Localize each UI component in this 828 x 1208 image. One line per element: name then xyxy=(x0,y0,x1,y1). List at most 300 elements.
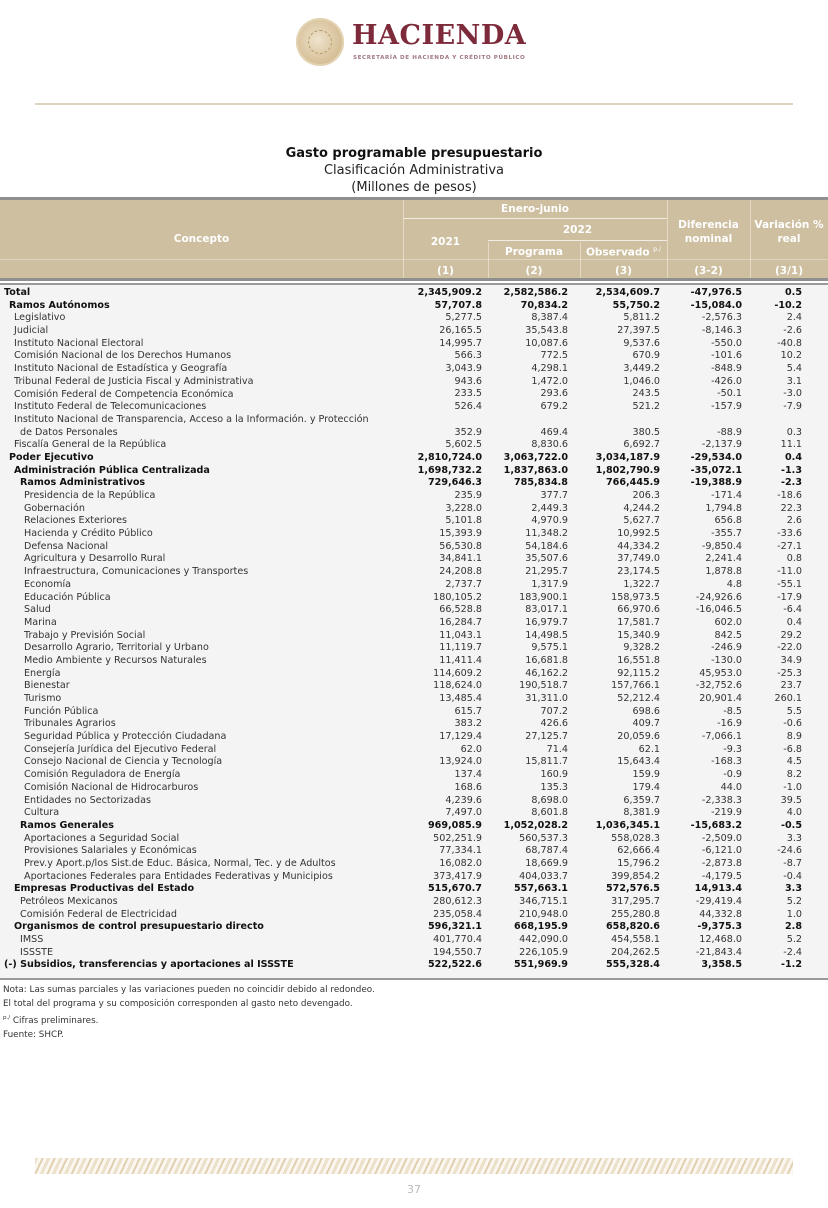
value-variacion: 0.4 xyxy=(786,616,802,628)
value-2021: 502,251.9 xyxy=(433,832,482,844)
table-row xyxy=(0,883,828,896)
value-variacion: 39.5 xyxy=(780,794,802,806)
value-programa: 190,518.7 xyxy=(519,680,568,692)
value-variacion: 3.3 xyxy=(786,832,802,844)
value-2021: 233.5 xyxy=(454,388,482,400)
row-concepto: Aportaciones a Seguridad Social xyxy=(24,832,180,844)
row-concepto: Turismo xyxy=(24,693,62,705)
table-row xyxy=(0,896,828,909)
table-row xyxy=(0,287,828,300)
value-2021: 16,284.7 xyxy=(439,616,482,628)
value-2021: 11,119.7 xyxy=(439,642,482,654)
value-2021: 114,609.2 xyxy=(433,667,482,679)
value-2021: 5,101.8 xyxy=(445,515,482,527)
row-concepto: Salud xyxy=(24,604,51,616)
value-diferencia: 12,468.0 xyxy=(699,934,742,946)
value-variacion: 2.6 xyxy=(786,515,802,527)
value-variacion: -17.9 xyxy=(777,591,802,603)
value-diferencia: -2,338.3 xyxy=(701,794,742,806)
table-row xyxy=(0,515,828,528)
table-row xyxy=(0,592,828,605)
value-observado: 27,397.5 xyxy=(617,325,660,337)
value-observado: 399,854.2 xyxy=(611,870,660,882)
value-2021: 280,612.3 xyxy=(433,896,482,907)
row-concepto: Gobernación xyxy=(24,502,85,514)
table-row xyxy=(0,439,828,452)
value-observado: 2,534,609.7 xyxy=(595,286,660,298)
row-concepto: Presidencia de la República xyxy=(24,490,156,502)
value-diferencia: -0.9 xyxy=(723,769,742,781)
value-observado: 15,796.2 xyxy=(617,857,660,869)
value-2021: 4,239.6 xyxy=(445,794,482,806)
value-diferencia: -29,534.0 xyxy=(690,451,742,463)
table-row xyxy=(0,642,828,655)
value-observado: 670.9 xyxy=(632,350,660,362)
value-variacion: 5.4 xyxy=(786,363,802,375)
value-diferencia: -9.3 xyxy=(723,743,742,755)
row-concepto: Cultura xyxy=(24,807,60,819)
row-concepto: Hacienda y Crédito Público xyxy=(24,528,153,540)
note-source: Fuente: SHCP. xyxy=(3,1029,64,1040)
row-concepto: Comisión Nacional de Hidrocarburos xyxy=(24,781,199,793)
value-observado: 62.1 xyxy=(638,743,660,755)
value-programa: 8,830.6 xyxy=(531,439,568,451)
value-variacion: 4.0 xyxy=(786,807,802,819)
value-variacion: -33.6 xyxy=(777,528,802,540)
value-programa: 160.9 xyxy=(540,769,568,781)
row-concepto: Infraestructura, Comunicaciones y Transportes xyxy=(24,566,249,578)
value-diferencia: -2,873.8 xyxy=(701,857,742,869)
value-programa: 35,507.6 xyxy=(525,553,568,565)
value-programa: 10,087.6 xyxy=(525,337,568,349)
value-2021: 11,411.4 xyxy=(439,654,482,666)
value-diferencia: -50.1 xyxy=(717,388,742,400)
value-programa: 9,575.1 xyxy=(531,642,568,654)
value-programa: 1,317.9 xyxy=(531,578,568,590)
value-diferencia: 44.0 xyxy=(720,781,742,793)
value-diferencia: -130.0 xyxy=(711,654,742,666)
budget-table xyxy=(0,197,828,980)
value-observado: 243.5 xyxy=(632,388,660,400)
value-variacion: -1.3 xyxy=(781,464,802,476)
note-devengado: El total del programa y su composición corresponden al gasto neto devengado. xyxy=(3,999,353,1009)
row-concepto: Instituto Nacional Electoral xyxy=(14,337,144,349)
value-2021: 57,707.8 xyxy=(434,299,482,311)
value-2021: 11,043.1 xyxy=(439,629,482,641)
value-diferencia: -171.4 xyxy=(711,490,742,501)
value-observado: 5,811.2 xyxy=(623,312,660,324)
value-programa: 560,537.3 xyxy=(519,832,568,844)
header-col5: (3/1) xyxy=(774,265,804,277)
value-diferencia: -355.7 xyxy=(711,528,742,540)
value-programa: 46,162.2 xyxy=(525,667,568,679)
value-2021: 5,277.5 xyxy=(445,312,482,324)
value-2021: 14,995.7 xyxy=(439,337,482,349)
value-observado: 572,576.5 xyxy=(605,883,660,895)
row-concepto: Fiscalía General de la República xyxy=(14,439,167,451)
table-row xyxy=(0,718,828,731)
value-observado: 3,034,187.9 xyxy=(595,451,660,463)
value-variacion: -2.6 xyxy=(783,325,802,337)
value-variacion: 5.2 xyxy=(786,896,802,907)
value-variacion: -1.0 xyxy=(783,781,802,793)
header-programa: Programa xyxy=(505,246,563,258)
value-programa: 469.4 xyxy=(540,426,568,438)
value-programa: 68,787.4 xyxy=(525,845,568,857)
value-observado: 55,750.2 xyxy=(612,299,660,311)
logo-subtitle: SECRETARÍA DE HACIENDA Y CRÉDITO PÚBLICO xyxy=(353,55,526,61)
value-variacion: -8.7 xyxy=(783,857,802,869)
row-concepto: Administración Pública Centralizada xyxy=(14,464,210,476)
value-observado: 37,749.0 xyxy=(617,553,660,565)
value-observado: 206.3 xyxy=(632,490,660,501)
row-concepto: Trabajo y Previsión Social xyxy=(24,629,146,641)
value-observado: 6,692.7 xyxy=(623,439,660,451)
table-row xyxy=(0,490,828,503)
value-observado: 5,627.7 xyxy=(623,515,660,527)
table-row xyxy=(0,503,828,516)
value-observado: 4,244.2 xyxy=(623,502,660,514)
value-programa: 679.2 xyxy=(540,401,568,413)
value-2021: 77,334.1 xyxy=(439,845,482,857)
row-concepto: Judicial xyxy=(14,325,49,337)
header-col2: (2) xyxy=(525,265,543,277)
header-observado: Observado $^{p./}$ xyxy=(585,246,662,259)
table-row xyxy=(0,782,828,795)
header-diferencia: Diferencia nominal xyxy=(678,219,739,245)
row-concepto: Consejería Jurídica del Ejecutivo Federal xyxy=(24,743,217,755)
table-row xyxy=(0,312,828,325)
document-units: (Millones de pesos) xyxy=(351,180,477,195)
table-row xyxy=(0,528,828,541)
value-programa: 35,543.8 xyxy=(525,325,568,337)
value-2021: 62.0 xyxy=(460,743,482,755)
table-row xyxy=(0,680,828,693)
value-variacion: 22.3 xyxy=(780,502,802,514)
value-2021: 13,924.0 xyxy=(439,756,482,768)
header-col1: (1) xyxy=(437,265,454,277)
value-2021: 7,497.0 xyxy=(445,807,482,819)
value-2021: 596,321.1 xyxy=(427,921,482,933)
row-concepto: Relaciones Exteriores xyxy=(24,515,128,527)
value-diferencia: -4,179.5 xyxy=(701,870,742,882)
value-variacion: -3.0 xyxy=(783,388,802,400)
table-row xyxy=(0,959,828,972)
table-row xyxy=(0,909,828,922)
value-diferencia: 602.0 xyxy=(714,616,742,628)
value-programa: 426.6 xyxy=(540,718,568,730)
value-observado: 17,581.7 xyxy=(617,616,660,628)
value-diferencia: -47,976.5 xyxy=(690,286,742,298)
note-rounding: Nota: Las sumas parciales y las variaciones pueden no coincidir debido al redondeo. xyxy=(3,985,375,995)
value-diferencia: -15,683.2 xyxy=(690,819,742,831)
value-variacion: 23.7 xyxy=(780,680,802,692)
value-2021: 235,058.4 xyxy=(433,908,482,920)
value-observado: 159.9 xyxy=(632,769,660,781)
value-diferencia: -7,066.1 xyxy=(701,731,742,743)
value-diferencia: 2,241.4 xyxy=(705,553,742,565)
row-concepto: Entidades no Sectorizadas xyxy=(24,794,151,806)
value-programa: 2,449.3 xyxy=(531,502,568,514)
value-variacion: -0.6 xyxy=(783,718,802,730)
value-diferencia: 44,332.8 xyxy=(699,908,742,920)
table-notes xyxy=(3,983,375,1042)
value-2021: 615.7 xyxy=(454,705,482,717)
value-programa: 442,090.0 xyxy=(519,934,568,946)
value-observado: 454,558.1 xyxy=(611,934,660,946)
value-programa: 183,900.1 xyxy=(519,591,568,603)
value-diferencia: 45,953.0 xyxy=(699,667,742,679)
value-observado: 92,115.2 xyxy=(617,667,660,679)
row-concepto: Poder Ejecutivo xyxy=(9,451,94,463)
value-2021: 13,485.4 xyxy=(439,693,482,704)
value-programa: 4,298.1 xyxy=(531,363,568,375)
document-subtitle: Clasificación Administrativa xyxy=(323,163,505,178)
value-2021: 24,208.8 xyxy=(439,566,482,578)
table-row xyxy=(0,338,828,351)
value-observado: 6,359.7 xyxy=(623,794,660,806)
value-observado: 10,992.5 xyxy=(617,528,660,540)
table-row xyxy=(0,300,828,313)
table-row xyxy=(0,617,828,630)
value-programa: 15,811.7 xyxy=(525,756,568,768)
row-concepto: Función Pública xyxy=(24,705,99,717)
table-row xyxy=(0,744,828,757)
value-observado: 409.7 xyxy=(632,718,660,730)
header-col4: (3-2) xyxy=(694,265,723,277)
row-concepto: Total xyxy=(4,287,31,298)
value-diferencia: -2,576.3 xyxy=(701,312,742,324)
value-observado: 9,537.6 xyxy=(623,337,660,349)
value-diferencia: 1,878.8 xyxy=(705,566,742,578)
row-concepto: Comisión Federal de Electricidad xyxy=(20,908,177,920)
value-programa: 377.7 xyxy=(540,490,568,501)
value-diferencia: 20,901.4 xyxy=(699,693,742,704)
value-variacion: 3.1 xyxy=(786,375,802,387)
table-row xyxy=(0,465,828,478)
value-variacion: 2.8 xyxy=(785,921,802,933)
value-programa: 785,834.8 xyxy=(513,477,568,489)
value-variacion: -0.5 xyxy=(781,819,802,831)
row-concepto: Petróleos Mexicanos xyxy=(20,896,118,908)
row-concepto: Medio Ambiente y Recursos Naturales xyxy=(24,654,207,666)
value-programa: 21,295.7 xyxy=(525,566,568,578)
value-programa: 31,311.0 xyxy=(525,693,568,704)
row-concepto: Desarrollo Agrario, Territorial y Urbano xyxy=(24,642,209,654)
value-observado: 3,449.2 xyxy=(623,363,660,375)
value-observado: 66,970.6 xyxy=(617,604,660,616)
value-programa: 71.4 xyxy=(546,743,568,755)
value-diferencia: -426.0 xyxy=(711,375,742,387)
value-variacion: -11.0 xyxy=(777,566,802,578)
value-observado: 15,643.4 xyxy=(617,756,660,768)
note-preliminary: $^{p./}$ Cifras preliminares. xyxy=(3,1015,99,1026)
value-2021: 3,043.9 xyxy=(445,363,482,375)
table-row xyxy=(0,769,828,782)
table-row xyxy=(0,795,828,808)
table-row xyxy=(0,325,828,338)
value-variacion: -40.8 xyxy=(777,337,802,349)
table-header xyxy=(0,197,828,281)
value-variacion: -6.8 xyxy=(783,743,802,755)
value-programa: 772.5 xyxy=(540,350,568,362)
value-variacion: 2.4 xyxy=(786,312,802,324)
value-programa: 54,184.6 xyxy=(525,540,568,552)
value-programa: 293.6 xyxy=(540,388,568,400)
table-row xyxy=(0,566,828,579)
value-observado: 1,036,345.1 xyxy=(595,819,660,831)
row-concepto: ISSSTE xyxy=(20,946,54,958)
value-diferencia: -88.9 xyxy=(717,426,742,438)
value-diferencia: -16.9 xyxy=(717,718,742,730)
table-row xyxy=(0,820,828,833)
table-row xyxy=(0,452,828,465)
table-row xyxy=(0,858,828,871)
value-2021: 2,810,724.0 xyxy=(417,451,482,463)
row-concepto: Instituto Nacional de Transparencia, Acceso a la Información. y Protección de Datos Personales xyxy=(14,413,369,438)
value-2021: 168.6 xyxy=(454,781,482,793)
table-row xyxy=(0,541,828,554)
header-concepto: Concepto xyxy=(173,233,230,245)
value-2021: 515,670.7 xyxy=(427,883,482,895)
value-2021: 5,602.5 xyxy=(445,439,482,451)
value-diferencia: -246.9 xyxy=(711,642,742,654)
value-variacion: -0.4 xyxy=(783,870,802,882)
value-2021: 969,085.9 xyxy=(427,819,482,831)
value-observado: 15,340.9 xyxy=(617,629,660,641)
value-programa: 404,033.7 xyxy=(519,870,568,882)
value-2021: 66,528.8 xyxy=(439,604,482,616)
value-observado: 521.2 xyxy=(632,401,660,413)
value-observado: 9,328.2 xyxy=(623,642,660,654)
value-observado: 555,328.4 xyxy=(605,959,660,971)
value-observado: 8,381.9 xyxy=(623,807,660,819)
value-variacion: -24.6 xyxy=(777,845,802,857)
value-variacion: 3.3 xyxy=(785,883,802,895)
table-row xyxy=(0,655,828,668)
table-row xyxy=(0,414,828,439)
row-concepto: Bienestar xyxy=(24,680,70,692)
row-concepto: Defensa Nacional xyxy=(24,540,109,552)
value-observado: 317,295.7 xyxy=(611,896,660,907)
value-2021: 352.9 xyxy=(454,426,482,438)
header-period: Enero-junio xyxy=(501,203,569,215)
table-row xyxy=(0,604,828,617)
table-row xyxy=(0,731,828,744)
value-variacion: 0.4 xyxy=(785,451,802,463)
value-variacion: 260.1 xyxy=(774,693,802,704)
value-variacion: 1.0 xyxy=(786,908,802,920)
value-diferencia: -16,046.5 xyxy=(695,604,742,616)
value-2021: 137.4 xyxy=(454,769,482,781)
value-variacion: 5.5 xyxy=(786,705,802,717)
value-variacion: 5.2 xyxy=(786,934,802,946)
value-diferencia: -29,419.4 xyxy=(695,896,742,907)
table-row xyxy=(0,376,828,389)
value-programa: 1,472.0 xyxy=(531,375,568,387)
row-concepto: Ramos Generales xyxy=(20,819,114,831)
value-diferencia: -15,084.0 xyxy=(690,299,742,311)
table-body xyxy=(0,285,828,980)
value-diferencia: 842.5 xyxy=(714,629,742,641)
table-row xyxy=(0,477,828,490)
row-concepto: Instituto Federal de Telecomunicaciones xyxy=(14,401,207,413)
row-concepto: Consejo Nacional de Ciencia y Tecnología xyxy=(24,756,223,768)
value-2021: 2,737.7 xyxy=(445,578,482,590)
value-2021: 180,105.2 xyxy=(433,591,482,603)
logo-wordmark: HACIENDA xyxy=(352,20,527,51)
value-programa: 8,698.0 xyxy=(531,794,568,806)
row-concepto: Seguridad Pública y Protección Ciudadana xyxy=(24,731,227,743)
table-row xyxy=(0,389,828,402)
row-concepto: Educación Pública xyxy=(24,591,111,603)
row-concepto: Marina xyxy=(24,616,57,628)
value-observado: 44,334.2 xyxy=(617,540,660,552)
value-variacion: -55.1 xyxy=(777,578,802,590)
value-programa: 8,601.8 xyxy=(531,807,568,819)
value-observado: 380.5 xyxy=(632,426,660,438)
header-2022: 2022 xyxy=(562,224,593,236)
header-variacion: Variación % real xyxy=(754,219,824,245)
value-programa: 11,348.2 xyxy=(525,528,568,540)
value-diferencia: 656.8 xyxy=(714,515,742,527)
value-programa: 27,125.7 xyxy=(525,731,568,743)
value-variacion: -6.4 xyxy=(783,604,802,616)
value-observado: 158,973.5 xyxy=(611,591,660,603)
value-diferencia: -32,752.6 xyxy=(695,680,742,692)
value-variacion: -7.9 xyxy=(783,401,802,413)
value-diferencia: -157.9 xyxy=(711,401,742,413)
value-variacion: 34.9 xyxy=(780,654,802,666)
header-divider xyxy=(35,103,793,105)
value-programa: 210,948.0 xyxy=(519,908,568,920)
value-variacion: -18.6 xyxy=(777,490,802,501)
value-2021: 526.4 xyxy=(454,401,482,413)
value-programa: 668,195.9 xyxy=(513,921,568,933)
value-programa: 135.3 xyxy=(540,781,568,793)
row-concepto: (-) Subsidios, transferencias y aportaciones al ISSSTE xyxy=(4,959,294,971)
value-variacion: 11.1 xyxy=(780,439,802,451)
row-concepto: Ramos Administrativos xyxy=(20,477,146,489)
value-programa: 18,669.9 xyxy=(525,857,568,869)
row-concepto: Legislativo xyxy=(14,312,66,324)
table-row xyxy=(0,921,828,934)
value-variacion: 8.9 xyxy=(786,731,802,743)
value-2021: 1,698,732.2 xyxy=(417,464,482,476)
table-row xyxy=(0,401,828,414)
value-observado: 1,046.0 xyxy=(623,375,660,387)
value-observado: 204,262.5 xyxy=(611,946,660,958)
value-2021: 235.9 xyxy=(454,490,482,501)
value-2021: 401,770.4 xyxy=(433,934,482,946)
row-concepto: Tribunal Federal de Justicia Fiscal y Administrativa xyxy=(14,375,254,387)
value-2021: 729,646.3 xyxy=(427,477,482,489)
value-variacion: 29.2 xyxy=(780,629,802,641)
row-concepto: Prev.y Aport.p/los Sist.de Educ. Básica, Normal, Tec. y de Adultos xyxy=(24,857,336,869)
decorative-footer-band xyxy=(35,1158,793,1174)
value-variacion: -10.2 xyxy=(774,299,802,311)
value-programa: 2,582,586.2 xyxy=(503,286,568,298)
value-programa: 4,970.9 xyxy=(531,515,568,527)
value-programa: 1,052,028.2 xyxy=(503,819,568,831)
table-row xyxy=(0,871,828,884)
value-variacion: -22.0 xyxy=(777,642,802,654)
value-diferencia: -219.9 xyxy=(711,807,742,819)
value-observado: 23,174.5 xyxy=(617,566,660,578)
value-variacion: -25.3 xyxy=(777,667,802,679)
row-concepto: Economía xyxy=(24,578,72,590)
value-diferencia: -6,121.0 xyxy=(701,845,742,857)
